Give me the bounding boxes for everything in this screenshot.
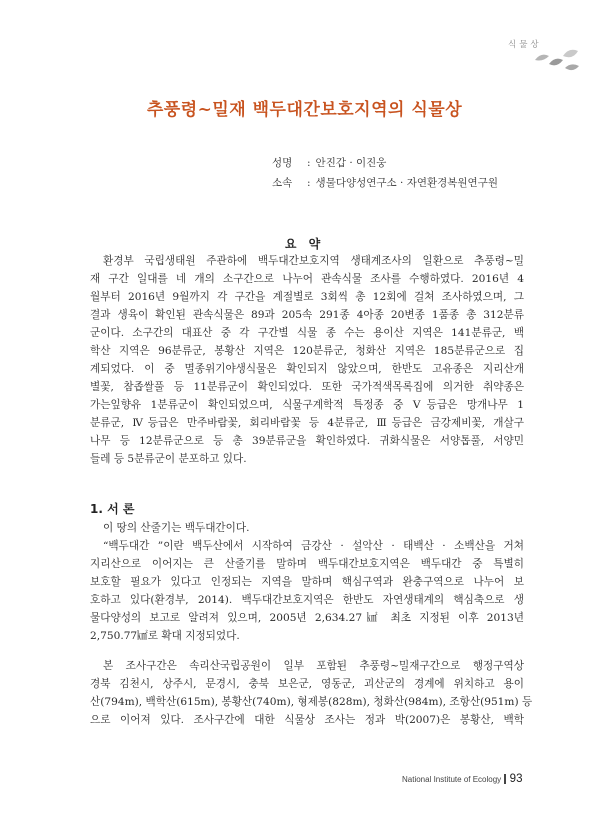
footer-institute: National Institute of Ecology	[402, 775, 502, 784]
body-line: 으로 이어져 있다. 조사구간에 대한 식물상 조사는 정과 박(2007)은 봉황산, 백학	[90, 714, 524, 726]
leaf-decoration-icon	[533, 48, 581, 74]
body-line: 경북 김천시, 상주시, 문경시, 충북 보은군, 영동군, 괴산군의 경계에 위치하고 용이	[90, 678, 524, 690]
author-line: 성명 : 안진갑 · 이진웅	[272, 157, 387, 169]
abstract-line: 분류군, Ⅳ등급은 만주바람꽃, 회리바람꽃 등 4분류군, Ⅲ등급은 금강제비꽃, 개살구	[90, 417, 524, 429]
abstract-line: 재 구간 일대를 네 개의 소구간으로 나누어 관속식물 조사를 수행하였다. 2016년 4	[90, 273, 524, 285]
abstract-line: 월부터 2016년 9월까지 각 구간을 계절별로 3회씩 총 12회에 걸쳐 조사하였으며, 그	[90, 291, 524, 303]
abstract-line: 계되었다. 이 중 멸종위기야생식물은 확인되지 않았으며, 한반도 고유종은 지리산개	[90, 363, 524, 375]
section-heading: 1. 서 론	[90, 502, 135, 516]
author-label: 성명	[272, 157, 293, 169]
paper-title: 추풍령~밀재 백두대간보호지역의 식물상	[146, 100, 463, 120]
body-line: 물다양성의 보고로 알려져 있으며, 2005년 2,634.27㎢ 최초 지정된 이후 2013년	[90, 612, 524, 624]
body-line: 산(794m), 백학산(615m), 봉황산(740m), 형제봉(828m), 청화산(984m), 조항산(951m) 등	[90, 696, 533, 708]
affiliation-label: 소속	[272, 177, 293, 189]
body-line: 본 조사구간은 속리산국립공원이 일부 포함된 추풍령~밀재구간으로 행정구역상	[103, 660, 524, 672]
body-line: 이 땅의 산줄기는 백두대간이다.	[103, 522, 250, 534]
page-number: 93	[509, 773, 523, 785]
body-line: “백두대간 ”이란 백두산에서 시작하여 금강산 · 설악산 · 태백산 · 소백산을 거쳐	[103, 540, 524, 552]
abstract-line: 나무 등 12분류군으로 등 총 39분류군을 확인하였다. 귀화식물은 서양톱풀, 서양민	[90, 435, 524, 447]
body-line: 보호할 필요가 있다고 인정되는 지역을 말하며 핵심구역과 완충구역으로 나누어 보	[90, 576, 524, 588]
abstract-line: 결과 생육이 확인된 관속식물은 89과 205속 291종 4아종 20변종 1품종 총 312분류	[90, 309, 524, 321]
footer-divider	[504, 774, 506, 784]
abstract-line: 들레 등 5분류군이 분포하고 있다.	[90, 453, 247, 465]
abstract-line: 군이다. 소구간의 대표산 중 각 구간별 식물 종 수는 용이산 지역은 141분류군, 백	[90, 327, 524, 339]
abstract-line: 환경부 국립생태원 주관하에 백두대간보호지역 생태계조사의 일환으로 추풍령~밀	[103, 255, 524, 267]
section-tag: 식물상	[508, 40, 542, 50]
abstract-line: 학산 지역은 96분류군, 봉황산 지역은 120분류군, 청화산 지역은 185분류군으로 집	[90, 345, 524, 357]
body-line: 지리산으로 이어지는 큰 산줄기를 말하며 백두대간보호지역은 백두대간 중 특별히	[90, 558, 524, 570]
body-line: 호하고 있다(환경부, 2014). 백두대간보호지역은 한반도 자연생태계의 핵심축으로 생	[90, 594, 524, 606]
page-footer	[402, 773, 522, 785]
abstract-line: 별꽃, 참좁쌀풀 등 11분류군이 확인되었다. 또한 국가적색목록집에 의거한 취약종은	[90, 381, 524, 393]
author-names: 안진갑 · 이진웅	[315, 157, 387, 169]
abstract-line: 가는잎향유 1분류군이 확인되었으며, 식물구계학적 특정종 중 Ⅴ등급은 망개나무 1	[90, 399, 524, 411]
affiliation-text: 생물다양성연구소 · 자연환경복원연구원	[315, 177, 498, 189]
body-line: 2,750.77㎢로 확대 지정되었다.	[90, 630, 240, 642]
abstract-title: 요 약	[284, 237, 325, 251]
affiliation-line: 소속 : 생물다양성연구소 · 자연환경복원연구원	[272, 177, 498, 189]
